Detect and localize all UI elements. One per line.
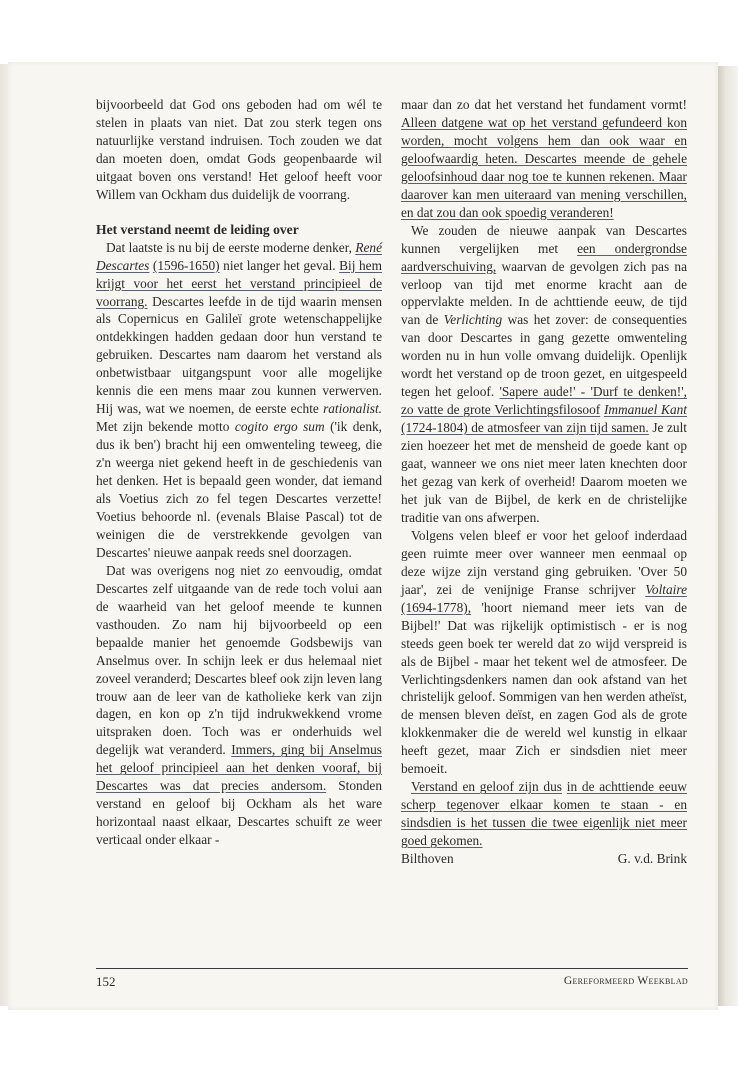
paragraph: Dat laatste is nu bij de eerste moderne denker, René Descartes (1596-1650) niet langer het geval. Bij hem krijgt voor het eerst het verstand principieel de voorrang. Descartes leefde in de tijd waarin mensen als Copernicus en Galileï grote wetenschappelijke ontdekkingen hadden gedaan door hun verstand te gebruiken. Descartes nam daarom het verstand als onbetwistbaar uitgangspunt voor alle mogelijke kennis die een mens maar zou kunnen verwerven. Hij was, wat we noemen, de eerste echte rationalist. Met zijn bekende motto cogito ergo sum ('ik denk, dus ik ben') bracht hij een omwenteling teweeg, die z'n weerga niet gekend heeft in de geschiedenis van het denken. Het is bepaald geen wonder, dat iemand als Voetius zich zo fel tegen Descartes verzette! Voetius behoorde nl. (evenals Blaise Pascal) tot de weinigen die de verstrekkende gevolgen van Descartes' nieuwe aanpak reeds snel doorzagen. <box>96 239 383 560</box>
underlined-name: Immanuel Kant <box>603 402 687 418</box>
paragraph: bijvoorbeeld dat God ons geboden had om wél te stelen in plaats van niet. Dat zou sterk tegen ons natuurlijke verstand indruisen. Toch zouden we dat dan moeten doen, omdat Gods geopenbaarde wil uitgaat boven ons verstand! Het geloof heeft voor Willem van Ockham dus duidelijk de voorrang. <box>96 97 382 202</box>
place: Bilthoven <box>401 851 454 867</box>
paragraph: maar dan zo dat het verstand het fundament vormt! Alleen datgene wat op het verstand gefundeerd kon worden, mocht volgens hem dan ook waar en geloofwaardig heten. Descartes meende de gehele geloofsinhoud daar nog toe te kunnen rekenen. Maar daarover kan men uiteraard van mening verschillen, en dat zou dan ook spoedig veranderen! <box>401 97 687 220</box>
underlined-passage: Bij hem krijgt voor het eerst het verstand principieel de voorrang. <box>96 257 382 309</box>
author: G. v.d. Brink <box>617 851 687 867</box>
left-column <box>96 96 382 849</box>
underlined-passage: Alleen datgene wat op het verstand gefundeerd kon worden, mocht volgens hem dan ook waar en geloofwaardig heten. Descartes meende de gehele geloofsinhoud daar nog toe te kunnen rekenen. Maar daarover kan men uiteraard van mening verschillen, en dat zou dan ook spoedig veranderen! <box>401 114 687 220</box>
underlined-passage: 'Sapere aude!' - 'Durf te denken!', zo vatte de grote Verlichtingsfilosoof <box>401 384 687 418</box>
next-page-edge <box>718 66 738 1006</box>
underlined-passage: Immers, ging bij Anselmus het geloof principieel aan het denken vooraf, bij Descartes was dat precies andersom. <box>96 742 382 794</box>
paragraph: We zouden de nieuwe aanpak van Descartes kunnen vergelijken met een ondergrondse aardverschuiving, waarvan de gevolgen zich pas na verloop van tijd met enorme kracht aan de oppervlakte melden. In de achttiende eeuw, de tijd van de Verlichting was het zover: de consequenties van door Descartes in gang gezette omwenteling worden nu in hun volle omvang duidelijk. Openlijk wordt het verstand op de troon gezet, en uitgespeeld tegen het geloof. 'Sapere aude!' - 'Durf te denken!', zo vatte de grote Verlichtingsfilosoof Immanuel Kant (1724-1804) de atmosfeer van zijn tijd samen. Je zult zien hoezeer het met de mensheid de goede kant op gaat, wanneer we ons niet meer laten knechten door het gezag van kerk of overheid! Daarom moeten we het juk van de Bijbel, de kerk en de christelijke traditie van ons afwerpen. <box>401 222 687 525</box>
paragraph: Verstand en geloof zijn dus in de achttiende eeuw scherp tegenover elkaar komen te staan - en sindsdien is het tussen die twee eigenlijk niet meer goed gekomen. <box>401 779 687 849</box>
signature-line <box>401 850 687 868</box>
underlined-passage: een ondergrondse aardverschuiving, <box>401 240 687 274</box>
right-column <box>401 96 687 868</box>
underlined-name: Voltaire <box>645 581 687 597</box>
underlined-name: René Descartes <box>96 239 382 273</box>
paragraph: Dat was overigens nog niet zo eenvoudig, omdat Descartes zelf uitgaande van de rede toch volui aan de waarheid van het geloof meende te kunnen vasthouden. Zo nam hij bijvoorbeeld op een bepaalde manier het genoemde Godsbewijs van Anselmus over. In schijn leek er dus helemaal niet zoveel veranderd; Descartes bleef ook zijn leven lang trouw aan de leer van de katholieke kerk van zijn dagen, en kon op z'n tijd indrukwekkend vrome uitspraken doen. Toch was er onderhuids wel degelijk wat veranderd. Immers, ging bij Anselmus het geloof principieel aan het denken vooraf, bij Descartes was dat precies andersom. Stonden verstand en geloof bij Ockham als het ware horizontaal naast elkaar, Descartes schuift ze weer verticaal onder elkaar - <box>96 562 382 848</box>
paragraph: Volgens velen bleef er voor het geloof inderdaad geen ruimte meer over wanneer men eenmaal op deze wijze zijn verstand ging gebruiken. 'Over 50 jaar', zei de venijnige Franse schrijver Voltaire (1694-1778), 'hoort niemand meer iets van de Bijbel!' Dat was rijkelijk optimistisch - er is nog steeds geen boek ter wereld dat zo wijd verspreid is als de Bijbel - maar het tekent wel de atmosfeer. De Verlichtingsdenkers namen dan ook afstand van het christelijk geloof. Sommigen van hen werden atheïst, de mensen bleven deïst, en zagen God als de grote klokkenmaker die de wereld wel kunstig in elkaar heeft gezet, maar Zich er sindsdien niet meer bemoeit. <box>401 527 687 777</box>
section-heading: Het verstand neemt de leiding over <box>96 221 299 237</box>
footer-rule <box>96 968 688 969</box>
underlined-passage: in de achttiende eeuw scherp tegenover elkaar komen te staan - en sindsdien is het tussen die twee eigenlijk niet meer goed gekomen. <box>401 779 687 849</box>
publication-name: Gereformeerd Weekblad <box>563 975 688 987</box>
page-number: 152 <box>96 974 116 989</box>
